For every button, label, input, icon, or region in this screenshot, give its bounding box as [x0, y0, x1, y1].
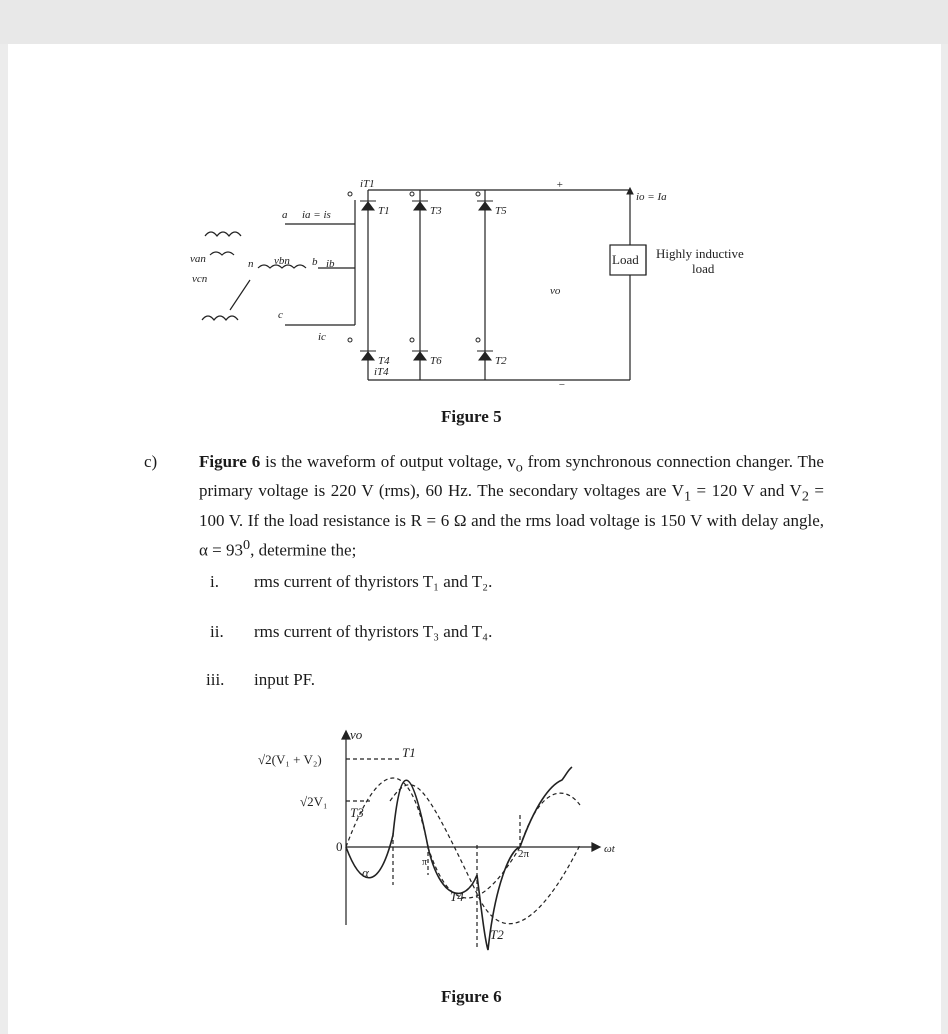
output-voltage-label: vo: [550, 285, 561, 297]
node-a-label: a: [282, 209, 288, 221]
q-sub-1: 1: [683, 488, 692, 505]
current-ib-label: ib: [326, 258, 335, 270]
wave-T1-label: T1: [402, 745, 416, 760]
thyristor-T5-label: T5: [495, 205, 507, 217]
node-c-label: c: [278, 309, 283, 321]
item-number: ii.: [210, 622, 224, 641]
thyristor-T4-label: T4: [378, 355, 390, 367]
figure-6-caption: Figure 6: [441, 987, 502, 1006]
coil-a: [205, 232, 241, 236]
vo-axis-label: vo: [350, 727, 363, 742]
load-current-label: io = Ia: [636, 191, 667, 203]
item-number: i.: [210, 572, 219, 591]
minus-sign: −: [558, 379, 566, 390]
peak-v1-v2-label: √2(V₁ + V₂): [258, 752, 322, 767]
load-box-label: Load: [612, 252, 639, 267]
thyristor-T6-label: T6: [430, 355, 442, 367]
node-n-label: n: [248, 258, 254, 270]
item-number: iii.: [206, 670, 225, 689]
wt-label: ωt: [604, 843, 615, 855]
coil-c: [202, 316, 238, 320]
figure-6-waveform: [250, 725, 650, 965]
q-part-5: = 120 V and V: [691, 481, 802, 501]
highly-inductive-label: Highly inductive: [656, 246, 744, 261]
q-part-7: = 100 V. If the load resistance is R = 6 Ω and the rms load voltage is 150 V with delay angle, α = 93: [199, 481, 824, 560]
current-iT1-label: iT1: [360, 178, 375, 190]
pi-label: π: [422, 857, 428, 868]
output-voltage-wave: [346, 767, 572, 950]
q-part-9: , determine the;: [250, 540, 357, 560]
wave-T4-label: T4: [450, 889, 464, 904]
figure-ref: Figure 6: [199, 452, 261, 471]
item-text: rms current of thyristors T₁ and T₂.: [254, 572, 493, 591]
viewer-top-bar: [0, 0, 948, 44]
q-sub-2: 2: [801, 488, 809, 505]
node-b-label: b: [312, 256, 318, 268]
item-text: rms current of thyristors T₃ and T₄.: [254, 622, 493, 641]
thyristor-T1-symbol: [362, 202, 374, 210]
thyristor-T2-label: T2: [495, 355, 507, 367]
voltage-vcn-label: vcn: [192, 273, 208, 285]
peak-v1-label: √2V₁: [300, 794, 328, 809]
question-c-paragraph: [144, 450, 824, 562]
wave-T3-label: T3: [350, 805, 364, 820]
wave-T2-label: T2: [490, 927, 504, 942]
origin-label: 0: [336, 839, 343, 854]
q-sub-o: o: [515, 459, 523, 476]
two-pi-label: 2π: [518, 848, 530, 860]
q-part-1: is the waveform of output voltage, v: [260, 452, 516, 471]
thyristor-T3-label: T3: [430, 205, 442, 217]
question-text: [199, 450, 824, 562]
question-label: c): [144, 452, 158, 471]
current-iT4-label: iT4: [374, 366, 389, 378]
voltage-van-label: van: [190, 253, 206, 265]
q-sup-0: 0: [243, 536, 251, 553]
load-word-label: load: [692, 261, 715, 276]
figure-5-circuit: [190, 170, 770, 390]
current-ic-label: ic: [318, 331, 326, 343]
thyristor-T1-label: T1: [378, 205, 390, 217]
current-ia-label: ia = is: [302, 209, 331, 221]
voltage-vbn-label: vbn: [274, 255, 290, 267]
alpha-label: α: [362, 865, 369, 880]
plus-sign: +: [556, 179, 564, 191]
figure-5-caption: Figure 5: [441, 407, 502, 426]
q-part-3: from synchronous connection changer. The primary voltage is 220 V (rms), 60 Hz. The secondary voltages are V: [199, 452, 824, 501]
item-text: input PF.: [254, 670, 315, 689]
